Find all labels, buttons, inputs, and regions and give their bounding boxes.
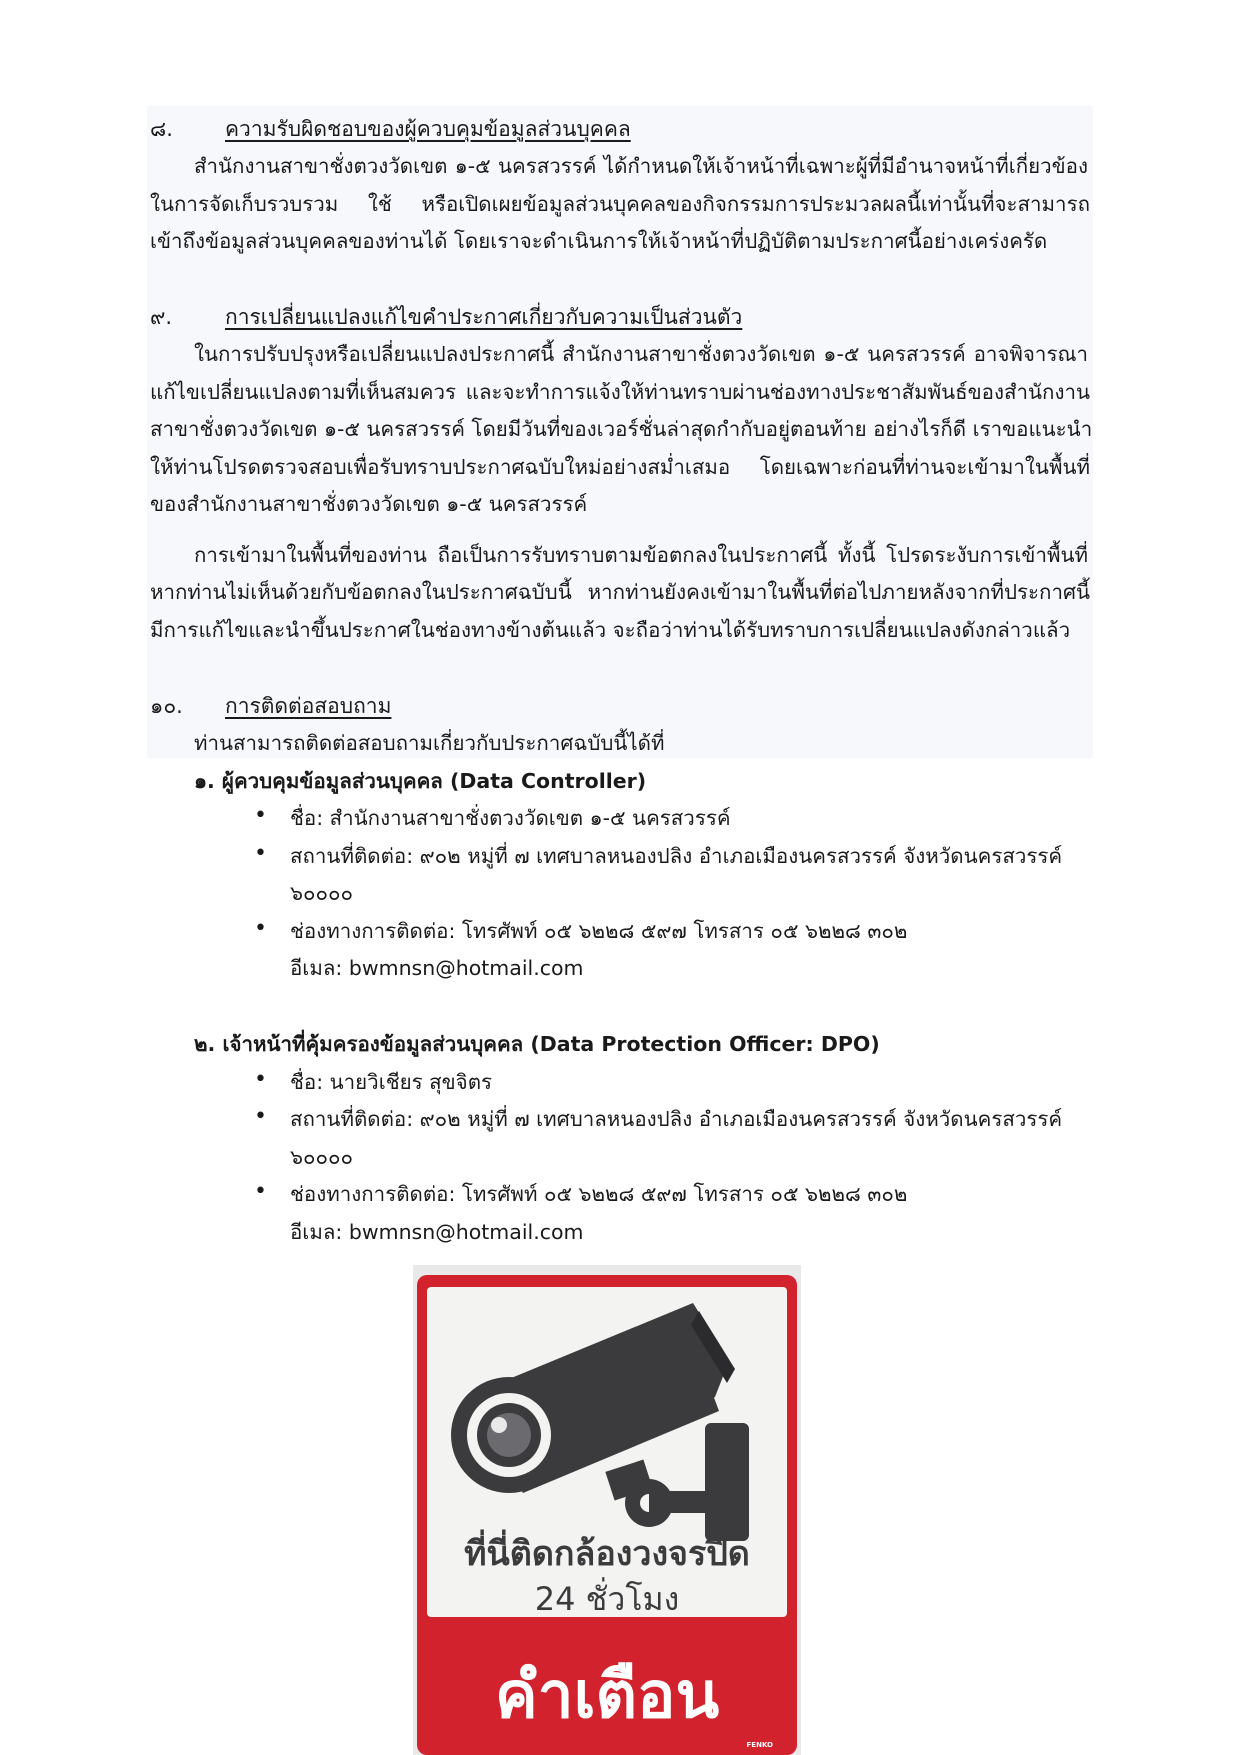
section-9-p1-line-3: สาขาชั่งตวงวัดเขต ๑-๕ นครสวรรค์ โดยมีวันที่ของเวอร์ชั่นล่าสุดกำกับอยู่ตอนท้าย อย่างไรก็ดี เราขอแนะนำ (150, 417, 1093, 441)
dpo-postcode: ๖๐๐๐๐ (290, 1145, 354, 1169)
dpo-address: สถานที่ติดต่อ: ๙๐๒ หมู่ที่ ๗ เทศบาลหนองปลิง อำเภอเมืองนครสวรรค์ จังหวัดนครสวรรค์ (290, 1107, 1063, 1131)
bullet-icon: • (254, 1104, 267, 1129)
controller-phone: ช่องทางการติดต่อ: โทรศัพท์ ๐๕ ๖๒๒๘ ๕๙๗ โทรสาร ๐๕ ๖๒๒๘ ๓๐๒ (290, 919, 908, 943)
section-8-number: ๘. (150, 117, 173, 141)
section-9-p1-line-1: ในการปรับปรุงหรือเปลี่ยนแปลงประกาศนี้ สำนักงานสาขาชั่งตวงวัดเขต ๑-๕ นครสวรรค์ อาจพิจารณา (194, 342, 1088, 366)
section-9-p1-line-2: แก้ไขเปลี่ยนแปลงตามที่เห็นสมควร และจะทำการแจ้งให้ท่านทราบผ่านช่องทางประชาสัมพันธ์ของสำนักงาน (150, 380, 1090, 404)
controller-address: สถานที่ติดต่อ: ๙๐๒ หมู่ที่ ๗ เทศบาลหนองปลิง อำเภอเมืองนครสวรรค์ จังหวัดนครสวรรค์ (290, 844, 1063, 868)
section-9-number: ๙. (150, 305, 173, 329)
sign-line-2: 24 ชั่วโมง (534, 1580, 680, 1618)
section-9-title: การเปลี่ยนแปลงแก้ไขคำประกาศเกี่ยวกับความเป็นส่วนตัว (225, 305, 743, 329)
sign-line-1: ที่นี่ติดกล้องวงจรปิด (464, 1534, 750, 1574)
section-9-p2-line-1: การเข้ามาในพื้นที่ของท่าน ถือเป็นการรับทราบตามข้อตกลงในประกาศนี้ ทั้งนี้ โปรดระงับการเข้าพื้นที่ (194, 543, 1088, 567)
section-9-p2-line-3: มีการแก้ไขและนำขึ้นประกาศในช่องทางข้างต้นแล้ว จะถือว่าท่านได้รับทราบการเปลี่ยนแปลงดังกล่าวแล้ว (150, 618, 1071, 642)
bullet-icon: • (254, 841, 267, 866)
section-8-line-3: เข้าถึงข้อมูลส่วนบุคคลของท่านได้ โดยเราจะดำเนินการให้เจ้าหน้าที่ปฏิบัติตามประกาศนี้อย่างเคร่งครัด (150, 229, 1048, 253)
sign-warning: คำเตือน (494, 1659, 720, 1733)
sign-brand: FENKO (746, 1741, 773, 1749)
section-8-line-2: ในการจัดเก็บรวบรวม ใช้ หรือเปิดเผยข้อมูลส่วนบุคคลของกิจกรรมการประมวลผลนี้เท่านั้นที่จะสามารถ (150, 192, 1090, 216)
section-9-p1-line-5: ของสำนักงานสาขาชั่งตวงวัดเขต ๑-๕ นครสวรรค์ (150, 492, 588, 516)
dpo-phone: ช่องทางการติดต่อ: โทรศัพท์ ๐๕ ๖๒๒๘ ๕๙๗ โทรสาร ๐๕ ๖๒๒๘ ๓๐๒ (290, 1182, 908, 1206)
section-9-p2-line-2: หากท่านไม่เห็นด้วยกับข้อตกลงในประกาศฉบับนี้ หากท่านยังคงเข้ามาในพื้นที่ต่อไปภายหลังจากที่ประกาศนี้ (150, 580, 1090, 604)
section-9-p1-line-4: ให้ท่านโปรดตรวจสอบเพื่อรับทราบประกาศฉบับใหม่อย่างสม่ำเสมอ โดยเฉพาะก่อนที่ท่านจะเข้ามาในพื้นที่ (150, 455, 1090, 479)
dpo-name: ชื่อ: นายวิเชียร สุขจิตร (290, 1070, 493, 1094)
controller-name: ชื่อ: สำนักงานสาขาชั่งตวงวัดเขต ๑-๕ นครสวรรค์ (290, 806, 731, 830)
dpo-heading: ๒. เจ้าหน้าที่คุ้มครองข้อมูลส่วนบุคคล (Data Protection Officer: DPO) (194, 1032, 880, 1056)
cctv-warning-sign (413, 1265, 801, 1755)
section-10-intro: ท่านสามารถติดต่อสอบถามเกี่ยวกับประกาศฉบับนี้ได้ที่ (194, 731, 665, 755)
dpo-email: อีเมล: bwmnsn@hotmail.com (290, 1220, 584, 1244)
section-10-number: ๑๐. (150, 694, 183, 718)
controller-heading: ๑. ผู้ควบคุมข้อมูลส่วนบุคคล (Data Controller) (194, 769, 647, 793)
section-8-line-1: สำนักงานสาขาชั่งตวงวัดเขต ๑-๕ นครสวรรค์ ได้กำหนดให้เจ้าหน้าที่เฉพาะผู้ที่มีอำนาจหน้าที่เกี่ยวข้อง (194, 154, 1088, 178)
bullet-icon: • (254, 1179, 267, 1204)
section-8-title: ความรับผิดชอบของผู้ควบคุมข้อมูลส่วนบุคคล (225, 117, 631, 141)
controller-postcode: ๖๐๐๐๐ (290, 881, 354, 905)
bullet-icon: • (254, 803, 267, 828)
controller-email: อีเมล: bwmnsn@hotmail.com (290, 956, 584, 980)
bullet-icon: • (254, 916, 267, 941)
bullet-icon: • (254, 1067, 267, 1092)
section-10-title: การติดต่อสอบถาม (225, 694, 392, 718)
